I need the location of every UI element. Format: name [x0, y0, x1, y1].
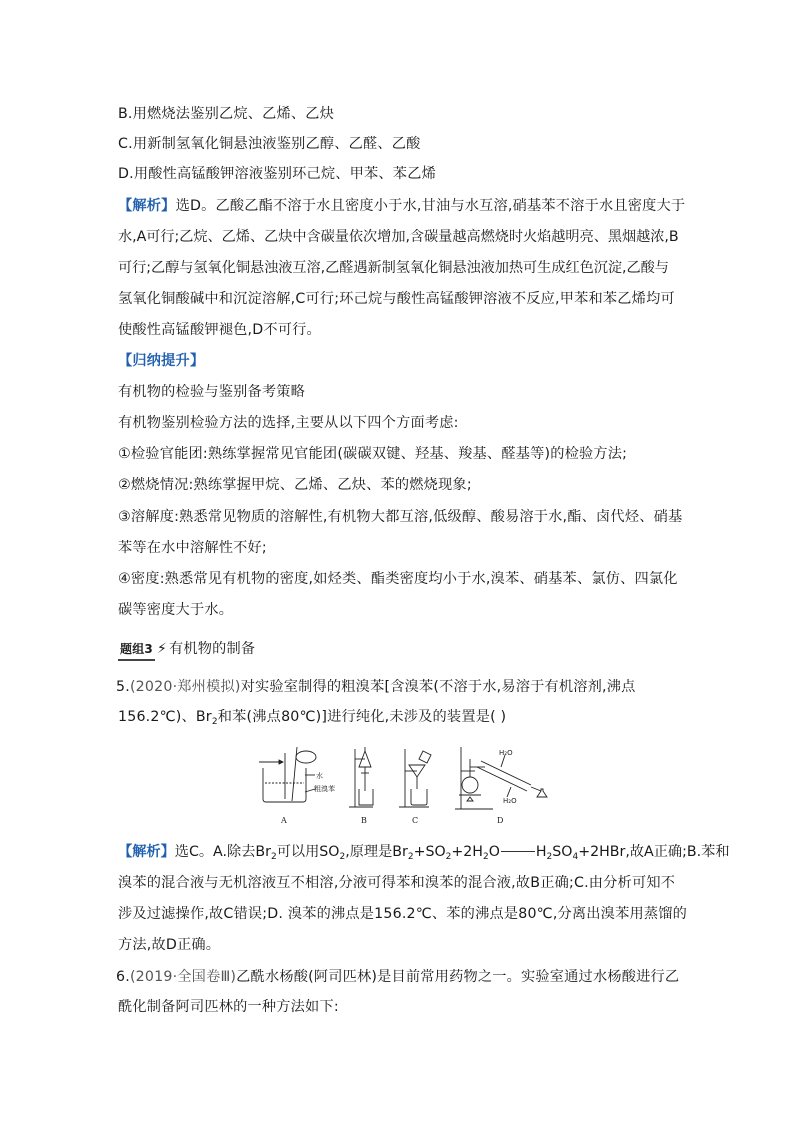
q6-line1: 6.(2019·全国卷Ⅲ)乙酰水杨酸(阿司匹林)是目前常用药物之一。实验室通过水杨酸进行乙: [116, 969, 680, 985]
label-a: A: [281, 816, 287, 825]
apparatus-a: [259, 747, 335, 802]
summary-point2: ②燃烧情况:熟练掌握甲烷、乙烯、乙炔、苯的燃烧现象;: [118, 477, 472, 493]
analysis2-line3: 涉及过滤操作,故C错误;D. 溴苯的沸点是156.2℃、苯的沸点是80℃,分离出溴苯用蒸馏的: [118, 906, 688, 922]
summary-point3-b: 苯等在水中溶解性不好;: [118, 540, 267, 556]
apparatus-figure: [245, 745, 555, 827]
label-d: D: [497, 816, 504, 825]
summary-point4-a: ④密度:熟悉常见有机物的密度,如烃类、酯类密度均小于水,溴苯、硝基苯、氯仿、四氯化: [118, 571, 678, 587]
summary-title: 有机物的检验与鉴别备考策略: [118, 384, 306, 400]
apparatus-c: [399, 749, 431, 807]
analysis-tag: 【解析】: [118, 198, 176, 214]
analysis1-line1: 【解析】选D。乙酸乙酯不溶于水且密度小于水,甘油与水互溶,硝基苯不溶于水且密度大于: [118, 198, 686, 214]
analysis2-line4: 方法,故D正确。: [118, 937, 221, 953]
option-b: B.用燃烧法鉴别乙烷、乙烯、乙炔: [118, 106, 335, 122]
analysis1-line5: 使酸性高锰酸钾褪色,D不可行。: [118, 322, 321, 338]
group3-heading: [118, 639, 255, 661]
q5-line1: 5.(2020·郑州模拟)对实验室制得的粗溴苯[含溴苯(不溶于水,易溶于有机溶剂,沸点: [116, 679, 636, 695]
label-b: B: [361, 816, 367, 825]
water-out-label: H₂O: [503, 797, 517, 805]
summary-point4-b: 碳等密度大于水。: [118, 602, 234, 618]
analysis2-line2: 溴苯的混合液与无机溶液互不相溶,分液可得苯和溴苯的混合液,故B正确;C.由分析可知不: [118, 875, 676, 891]
q6-line2: 酰化制备阿司匹林的一种方法如下:: [118, 999, 339, 1015]
lightning-icon: ⚡: [156, 641, 167, 657]
summary-heading: 【归纳提升】: [118, 353, 205, 369]
q6-source: (2019·全国卷Ⅲ): [129, 969, 237, 985]
apparatus-d: [455, 747, 547, 809]
group-badge: 题组3: [118, 639, 155, 661]
label-c: C: [412, 816, 419, 825]
reaction-arrow: [501, 851, 535, 852]
water-in-label: H₂O: [499, 749, 513, 757]
summary-point3-a: ③溶解度:熟悉常见物质的溶解性,有机物大都互溶,低级醇、酸易溶于水,酯、卤代烃、硝基: [118, 509, 683, 525]
analysis2-line1: 【解析】选C。A.除去$Br_2$可以用$SO_2$,原理是$Br_2+SO_2+2H_2O$ $H_2SO_4+2HBr$,故A正确;B.苯和: [118, 844, 730, 862]
q5-source: (2020·郑州模拟): [129, 679, 241, 695]
summary-intro: 有机物鉴别检验方法的选择,主要从以下四个方面考虑:: [118, 415, 459, 431]
summary-point1: ①检验官能团:熟练掌握常见官能团(碳碳双键、羟基、羧基、醛基等)的检验方法;: [118, 446, 628, 462]
analysis1-line4: 氢氧化铜酸碱中和沉淀溶解,C可行;环己烷与酸性高锰酸钾溶液不反应,甲苯和苯乙烯均可: [118, 291, 675, 307]
group-title: 有机物的制备: [168, 641, 256, 657]
analysis1-line2: 水,A可行;乙烷、乙烯、乙炔中含碳量依次增加,含碳量越高燃烧时火焰越明亮、黑烟越浓,B: [118, 229, 679, 245]
option-d: D.用酸性高锰酸钾溶液鉴别环己烷、甲苯、苯乙烯: [118, 166, 436, 182]
apparatus-b: [349, 747, 373, 807]
q5-line2: 156.2℃)、$Br_2$和苯(沸点80℃)]进行纯化,未涉及的装置是( ): [118, 709, 507, 727]
water-label: 水: [316, 772, 323, 780]
option-c: C.用新制氢氧化铜悬浊液鉴别乙醇、乙醛、乙酸: [118, 136, 421, 152]
analysis1-line3: 可行;乙醇与氢氧化铜悬浊液互溶,乙醛遇新制氢氧化铜悬浊液加热可生成红色沉淀,乙酸与: [118, 260, 669, 276]
crude-bromobenzene-label: 粗溴苯: [314, 785, 335, 793]
